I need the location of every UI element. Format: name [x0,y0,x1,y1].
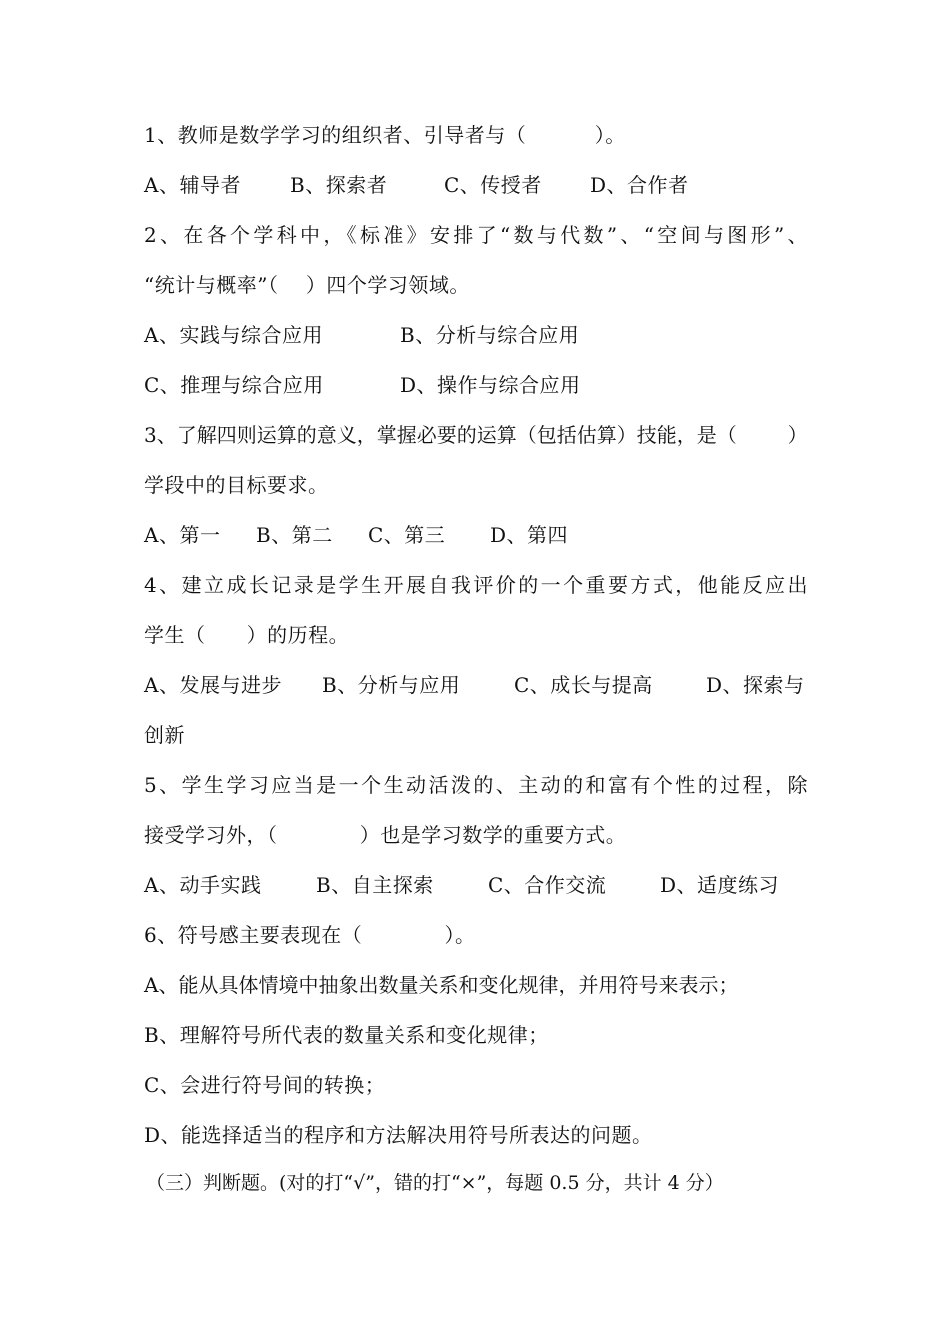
question-2-stem-line-2: “统计与概率”（ ）四个学习领域。 [144,273,470,297]
question-3-stem-line-1: 3、了解四则运算的意义，掌握必要的运算（包括估算）技能，是（ ） [144,423,808,447]
question-2-options-row-1 [144,318,808,352]
question-2-stem-line-1: 2、在各个学科中，《标准》安排了“数与代数”、“空间与图形”、 [144,223,808,247]
question-3-options [144,518,808,552]
q3-option-c: C、第三 [368,523,446,547]
q4-option-d: D、探索与 [706,673,805,697]
q3-option-b: B、第二 [256,523,333,547]
q2-option-b: B、分析与综合应用 [400,323,580,347]
question-1-options [144,168,808,202]
q6-option-b: B、理解符号所代表的数量关系和变化规律； [144,1023,549,1047]
question-4-stem-line-2: 学生（ ）的历程。 [144,623,350,647]
question-2-options-row-2 [144,368,808,402]
q3-option-d: D、第四 [490,523,569,547]
question-1-stem: 1、教师是数学学习的组织者、引导者与（ ）。 [144,123,626,147]
question-5-stem-line-1: 5、学生学习应当是一个生动活泼的、主动的和富有个性的过程，除 [144,773,808,797]
question-5-options [144,868,808,902]
question-4-options [144,668,808,702]
question-4-options-wrap: 创新 [144,723,185,747]
q3-option-a: A、第一 [144,523,221,547]
q4-option-c: C、成长与提高 [514,673,653,697]
question-6-stem: 6、符号感主要表现在（ ）。 [144,923,476,947]
q5-option-b: B、自主探索 [316,873,434,897]
q6-option-d: D、能选择适当的程序和方法解决用符号所表达的问题。 [144,1123,653,1147]
question-3-stem-line-2: 学段中的目标要求。 [144,473,329,497]
q5-option-a: A、动手实践 [144,873,262,897]
q2-option-a: A、实践与综合应用 [144,323,323,347]
q1-option-b: B、探索者 [290,173,388,197]
q5-option-c: C、合作交流 [488,873,607,897]
q6-option-c: C、会进行符号间的转换； [144,1073,386,1097]
q1-option-a: A、辅导者 [144,173,241,197]
question-5-stem-line-2: 接受学习外，（ ）也是学习数学的重要方式。 [144,823,627,847]
q1-option-d: D、合作者 [590,173,689,197]
q5-option-d: D、适度练习 [660,873,780,897]
q4-option-b: B、分析与应用 [322,673,461,697]
q2-option-d: D、操作与综合应用 [400,373,581,397]
q4-option-a: A、发展与进步 [144,673,282,697]
q6-option-a: A、能从具体情境中抽象出数量关系和变化规律，并用符号来表示； [144,973,739,997]
q1-option-c: C、传授者 [444,173,542,197]
q2-option-c: C、推理与综合应用 [144,373,324,397]
question-4-stem-line-1: 4、建立成长记录是学生开展自我评价的一个重要方式，他能反应出 [144,573,808,597]
section-heading-true-false: （三）判断题。(对的打“√”，错的打“×”，每题 0.5 分，共计 4 分） [146,1172,724,1194]
